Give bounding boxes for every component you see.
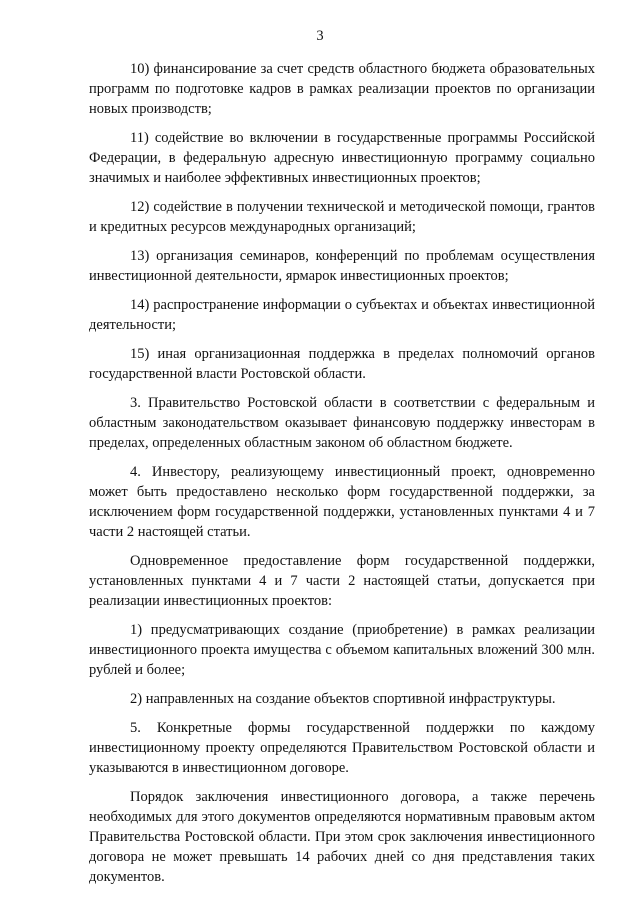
page-number: 3: [316, 28, 324, 44]
document-body: [89, 59, 595, 896]
paragraph-clause-3: 3. Правительство Ростовской области в соответствии с федеральным и областным законодательством оказывает финансовую поддержку инвесторам в пределах, определенных областным законом об областном бюджете.: [89, 395, 595, 451]
paragraph-item-10: 10) финансирование за счет средств областного бюджета образовательных программ по подготовке кадров в рамках реализации проектов по организации новых производств;: [89, 61, 595, 117]
paragraph-clause-5: 5. Конкретные формы государственной поддержки по каждому инвестиционному проекту определяются Правительством Ростовской области и указываются в инвестиционном договоре.: [89, 720, 595, 776]
paragraph-clause-4: 4. Инвестору, реализующему инвестиционный проект, одновременно может быть предоставлено несколько форм государственной поддержки, за исключением форм государственной поддержки, установленных пунктами 4 и 7 части 2 настоящей статьи.: [89, 464, 595, 540]
paragraph-subitem-2: 2) направленных на создание объектов спортивной инфраструктуры.: [130, 691, 556, 707]
paragraph-subitem-1: 1) предусматривающих создание (приобретение) в рамках реализации инвестиционного проекта имущества с объемом капитальных вложений 300 млн. рублей и более;: [89, 622, 595, 678]
paragraph-contract-procedure: Порядок заключения инвестиционного договора, а также перечень необходимых для этого документов определяются нормативным правовым актом Правительства Ростовской области. При этом срок заключения инвестиционного договора не может превышать 14 рабочих дней со дня представления таких документов.: [89, 789, 595, 885]
paragraph-simultaneous-support: Одновременное предоставление форм государственной поддержки, установленных пунктами 4 и 7 части 2 настоящей статьи, допускается при реализации инвестиционных проектов:: [89, 553, 595, 609]
paragraph-item-13: 13) организация семинаров, конференций по проблемам осуществления инвестиционной деятельности, ярмарок инвестиционных проектов;: [89, 248, 595, 284]
paragraph-item-15: 15) иная организационная поддержка в пределах полномочий органов государственной власти Ростовской области.: [89, 346, 595, 382]
paragraph-item-12: 12) содействие в получении технической и методической помощи, грантов и кредитных ресурсов международных организаций;: [89, 199, 595, 235]
paragraph-item-14: 14) распространение информации о субъектах и объектах инвестиционной деятельности;: [89, 297, 595, 333]
paragraph-item-11: 11) содействие во включении в государственные программы Российской Федерации, в федеральную адресную инвестиционную программу социально значимых и наиболее эффективных инвестиционных проектов;: [89, 130, 595, 186]
